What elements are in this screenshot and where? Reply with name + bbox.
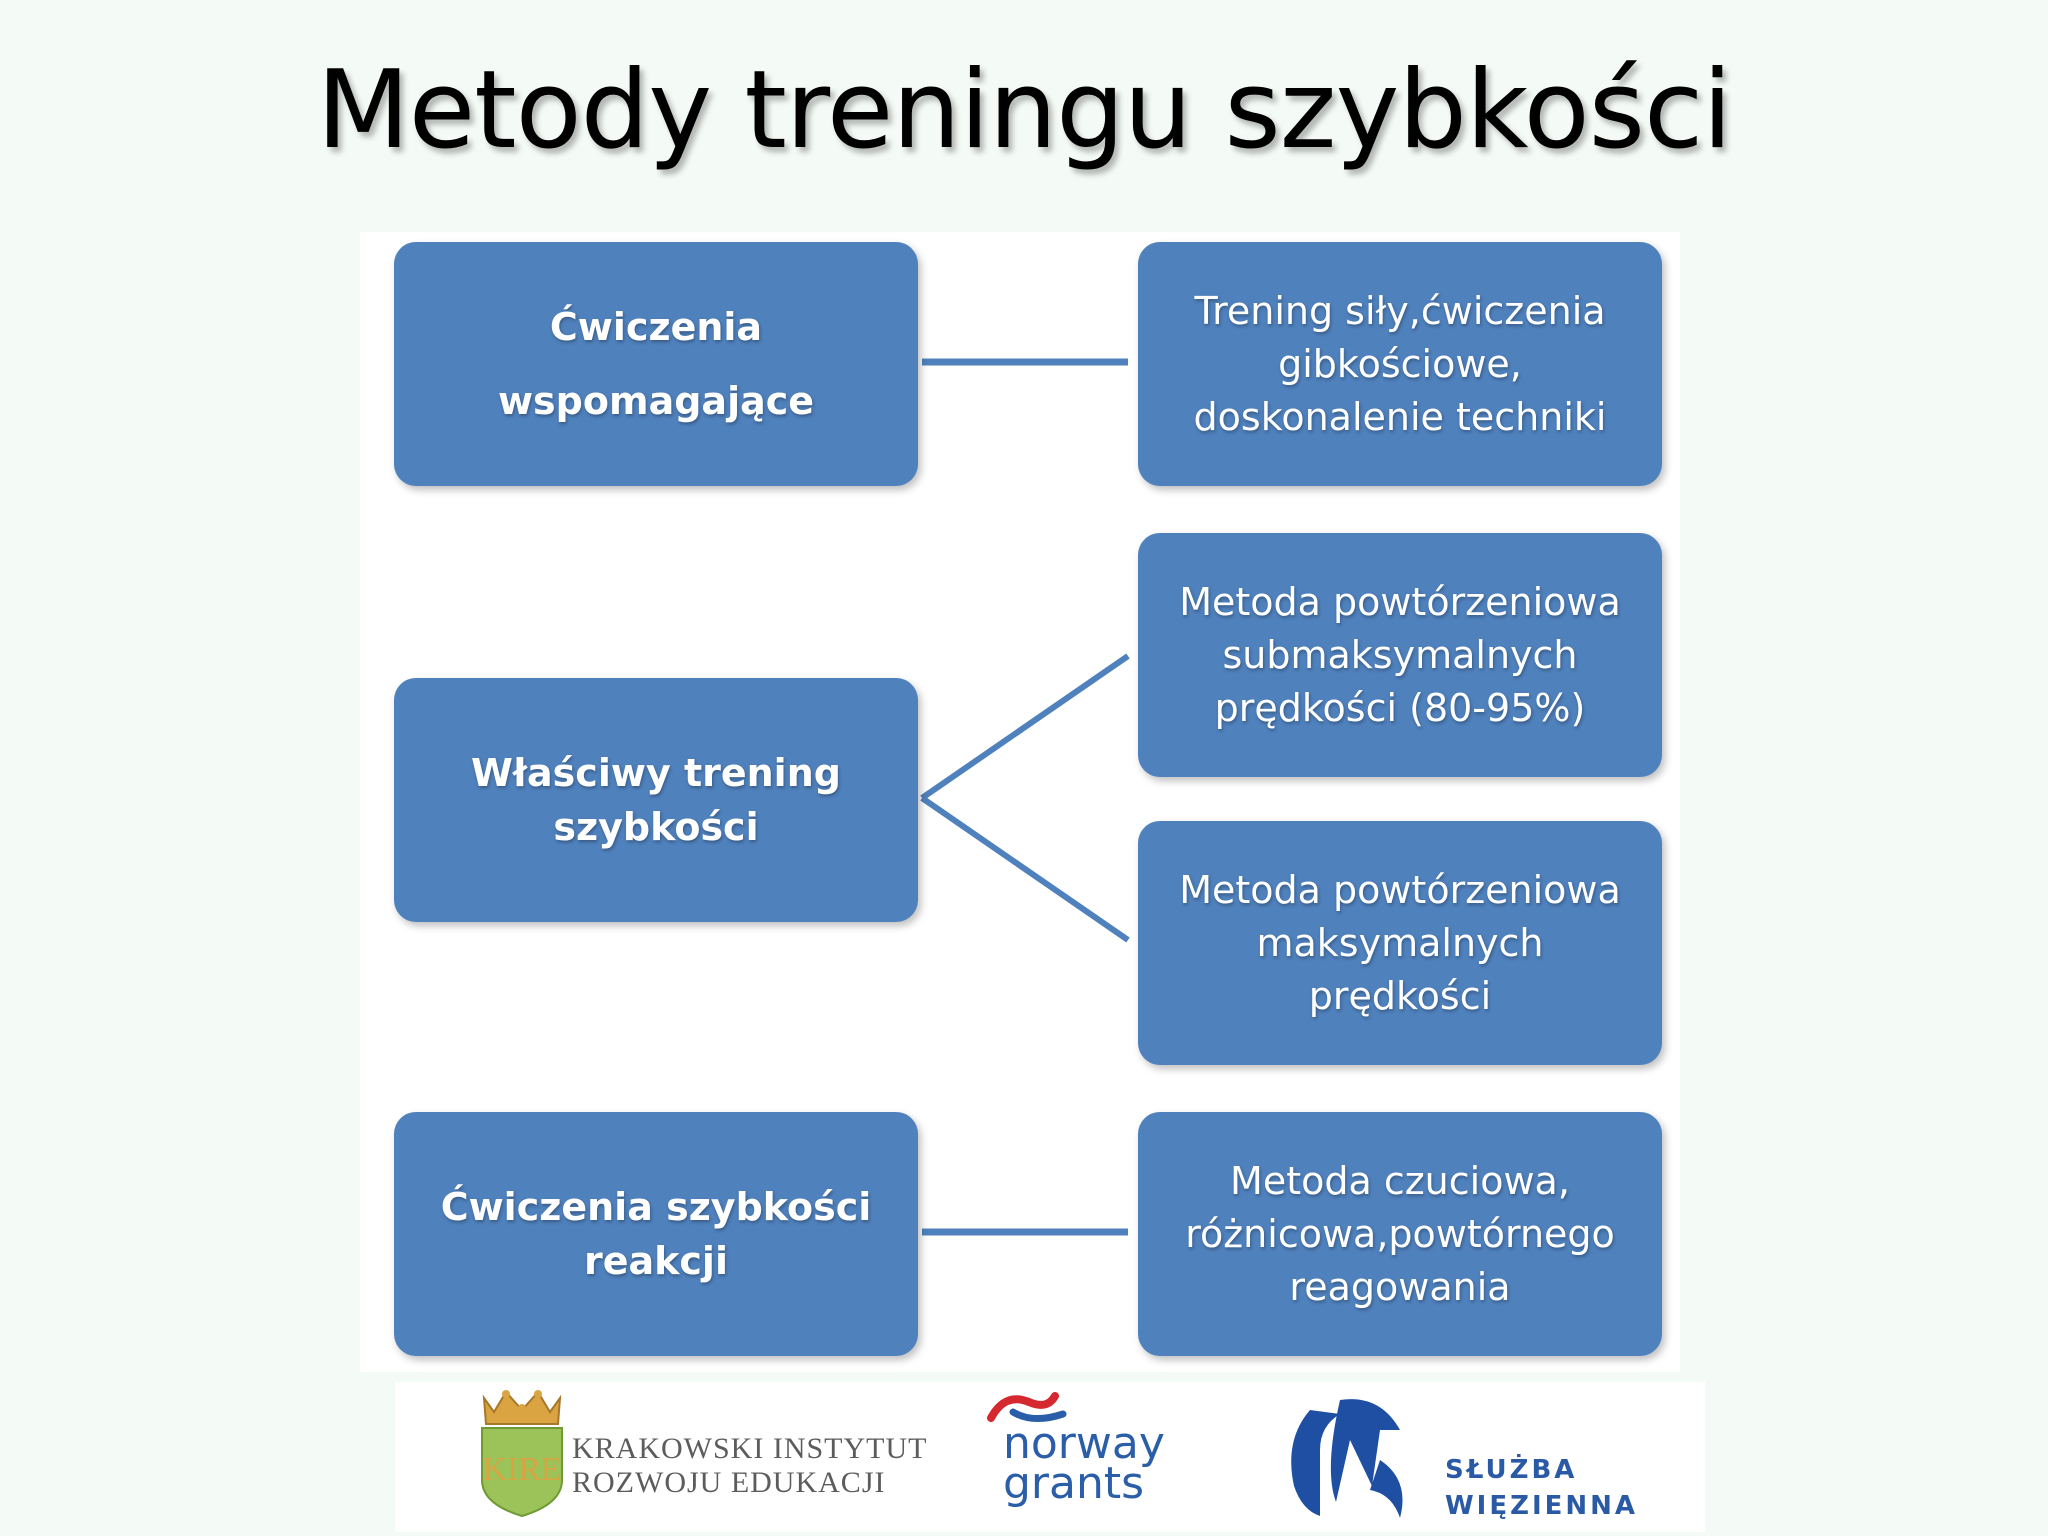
kire-line1: KRAKOWSKI INSTYTUT [572,1432,928,1465]
norway-line1: norway [1003,1418,1165,1469]
box-text: szybkości [553,805,759,849]
box-metoda-czuciowa [1138,1112,1662,1356]
norway-line2: grants [1003,1458,1145,1509]
box-text: submaksymalnych [1222,632,1578,677]
box-text: reagowania [1289,1264,1511,1309]
box-text: gibkościowe, [1278,341,1522,386]
box-text: Właściwy trening [471,751,841,795]
kire-line2: ROZWOJU EDUKACJI [572,1466,886,1499]
box-text: maksymalnych [1256,920,1544,965]
box-text: doskonalenie techniki [1193,394,1607,439]
box-text: Trening siły,ćwiczenia [1194,288,1606,333]
box-text: prędkości (80-95%) [1214,685,1586,730]
sw-line1: SŁUŻBA [1445,1455,1578,1485]
box-metoda-submaksymalnych [1138,533,1662,777]
sw-line2: WIĘZIENNA [1445,1491,1639,1521]
box-text: prędkości [1308,973,1492,1018]
box-cwiczenia-wspomagajace [394,242,918,486]
box-trening-sily [1138,242,1662,486]
box-text: reakcji [583,1239,728,1283]
connector-2b [922,798,1128,940]
kire-crown-shield-icon [480,1388,564,1518]
kire-emblem-text: KIRE [482,1451,562,1488]
box-cwiczenia-reakcji [394,1112,918,1356]
box-text: wspomagające [497,379,815,423]
page-title: Metody treningu szybkości [316,48,1732,173]
connector-2a [922,656,1128,798]
sluzba-wiezienna-logo-text [1445,1452,1638,1524]
box-text: Ćwiczenia [549,305,763,349]
box-text: różnicowa,powtórnego [1185,1211,1615,1256]
box-text: Metoda powtórzeniowa [1179,867,1621,912]
box-text: Metoda czuciowa, [1230,1158,1570,1203]
logo-bar [395,1382,1705,1532]
kire-logo-text [572,1432,927,1500]
box-wlasciwy-trening [394,678,918,922]
norway-grants-logo-text [1003,1418,1165,1509]
box-metoda-maksymalnych [1138,821,1662,1065]
sluzba-wiezienna-emblem-icon [1280,1390,1430,1526]
diagram [360,232,1680,1372]
box-text: Metoda powtórzeniowa [1179,579,1621,624]
box-text: Ćwiczenia szybkości [440,1185,872,1229]
